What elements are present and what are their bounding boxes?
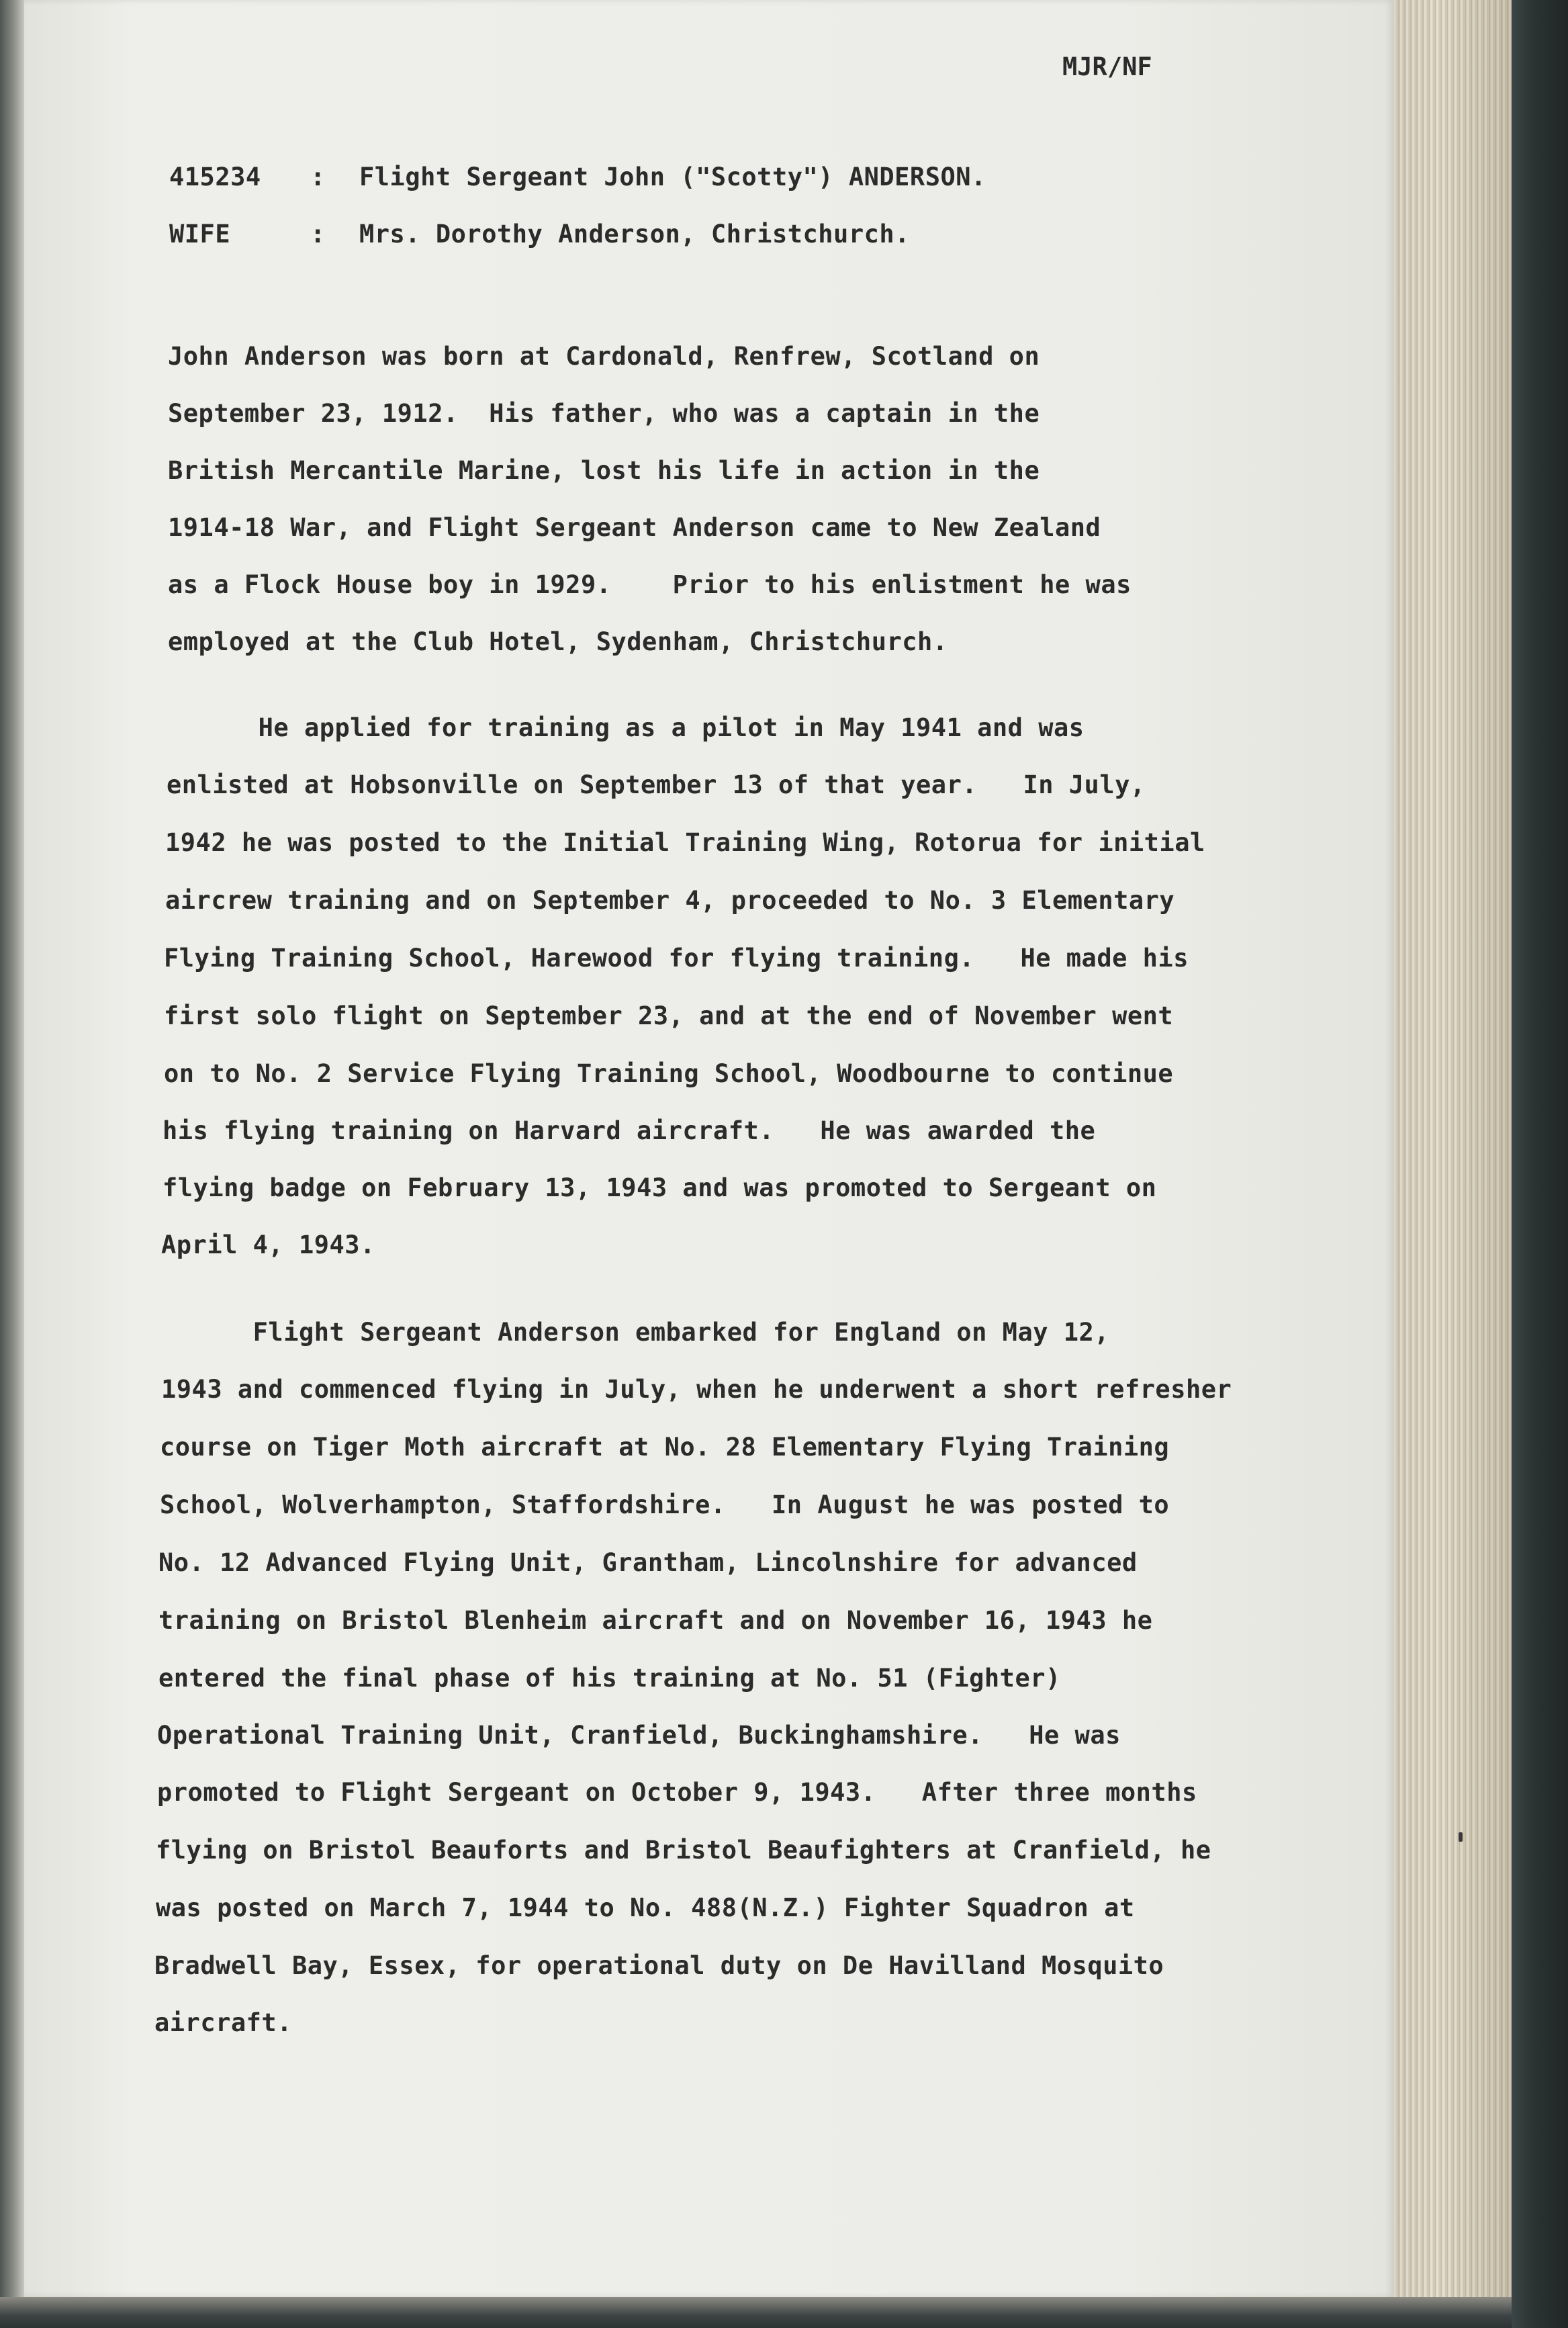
paragraph-line: He applied for training as a pilot in May 1941 and was: [167, 713, 1085, 742]
paragraph-line: flying on Bristol Beauforts and Bristol Beaufighters at Cranfield, he: [156, 1836, 1211, 1865]
paragraph-line: employed at the Club Hotel, Sydenham, Christchurch.: [168, 627, 948, 656]
paragraph-line: Operational Training Unit, Cranfield, Buckinghamshire. He was: [157, 1721, 1121, 1750]
paragraph-line: Flying Training School, Harewood for flying training. He made his: [164, 944, 1189, 973]
paragraph-line: entered the final phase of his training at No. 51 (Fighter): [158, 1664, 1061, 1693]
paragraph-line: promoted to Flight Sergeant on October 9, 1943. After three months: [157, 1778, 1197, 1807]
page-bottom-shadow: [0, 2297, 1512, 2328]
page-gutter: [0, 0, 24, 2328]
paragraph-line: British Mercantile Marine, lost his life in action in the: [168, 456, 1040, 485]
paragraph-line: as a Flock House boy in 1929. Prior to his enlistment he was: [168, 570, 1132, 599]
paragraph-line: training on Bristol Blenheim aircraft and on November 16, 1943 he: [158, 1606, 1153, 1635]
document-reference: MJR/NF: [1062, 52, 1152, 81]
paragraph-line: 1942 he was posted to the Initial Training Wing, Rotorua for initial: [165, 828, 1205, 857]
paragraph-line: flying badge on February 13, 1943 and was promoted to Sergeant on: [163, 1173, 1157, 1202]
paragraph-line: Flight Sergeant Anderson embarked for England on May 12,: [161, 1318, 1110, 1347]
page-edge-mark: [1459, 1832, 1463, 1842]
paragraph-line: No. 12 Advanced Flying Unit, Grantham, Lincolnshire for advanced: [158, 1548, 1138, 1577]
paragraph-line: School, Wolverhampton, Staffordshire. In August he was posted to: [160, 1490, 1170, 1519]
paragraph-line: John Anderson was born at Cardonald, Renfrew, Scotland on: [168, 342, 1040, 371]
paragraph-line: course on Tiger Moth aircraft at No. 28 Elementary Flying Training: [160, 1433, 1170, 1462]
paragraph-line: first solo flight on September 23, and at the end of November went: [164, 1001, 1174, 1030]
paragraph-line: 1943 and commenced flying in July, when he underwent a short refresher: [161, 1375, 1232, 1404]
paragraph-line: 1914-18 War, and Flight Sergeant Anderson came to New Zealand: [168, 513, 1101, 542]
airman-name: Flight Sergeant John ("Scotty") ANDERSON.: [359, 163, 986, 191]
paragraph-line: was posted on March 7, 1944 to No. 488(N.Z.) Fighter Squadron at: [156, 1893, 1135, 1922]
wife-value: Mrs. Dorothy Anderson, Christchurch.: [359, 220, 910, 249]
service-number: 415234: [169, 163, 261, 191]
paragraph-line: his flying training on Harvard aircraft. He was awarded the: [163, 1116, 1096, 1145]
wife-separator: :: [310, 220, 326, 249]
paragraph-line: April 4, 1943.: [161, 1230, 375, 1259]
paragraph-line: on to No. 2 Service Flying Training School, Woodbourne to continue: [164, 1059, 1174, 1088]
paragraph-line: Bradwell Bay, Essex, for operational duty on De Havilland Mosquito: [154, 1951, 1164, 1980]
paragraph-line: aircraft.: [154, 2008, 292, 2037]
wife-label: WIFE: [169, 220, 231, 249]
paragraph-line: September 23, 1912. His father, who was a captain in the: [168, 399, 1040, 428]
header-separator: :: [310, 163, 326, 191]
paragraph-line: enlisted at Hobsonville on September 13 of that year. In July,: [167, 770, 1146, 799]
page-edges-shade: [1394, 0, 1512, 2328]
paragraph-line: aircrew training and on September 4, proceeded to No. 3 Elementary: [165, 886, 1175, 915]
book-cover: [1512, 0, 1568, 2328]
